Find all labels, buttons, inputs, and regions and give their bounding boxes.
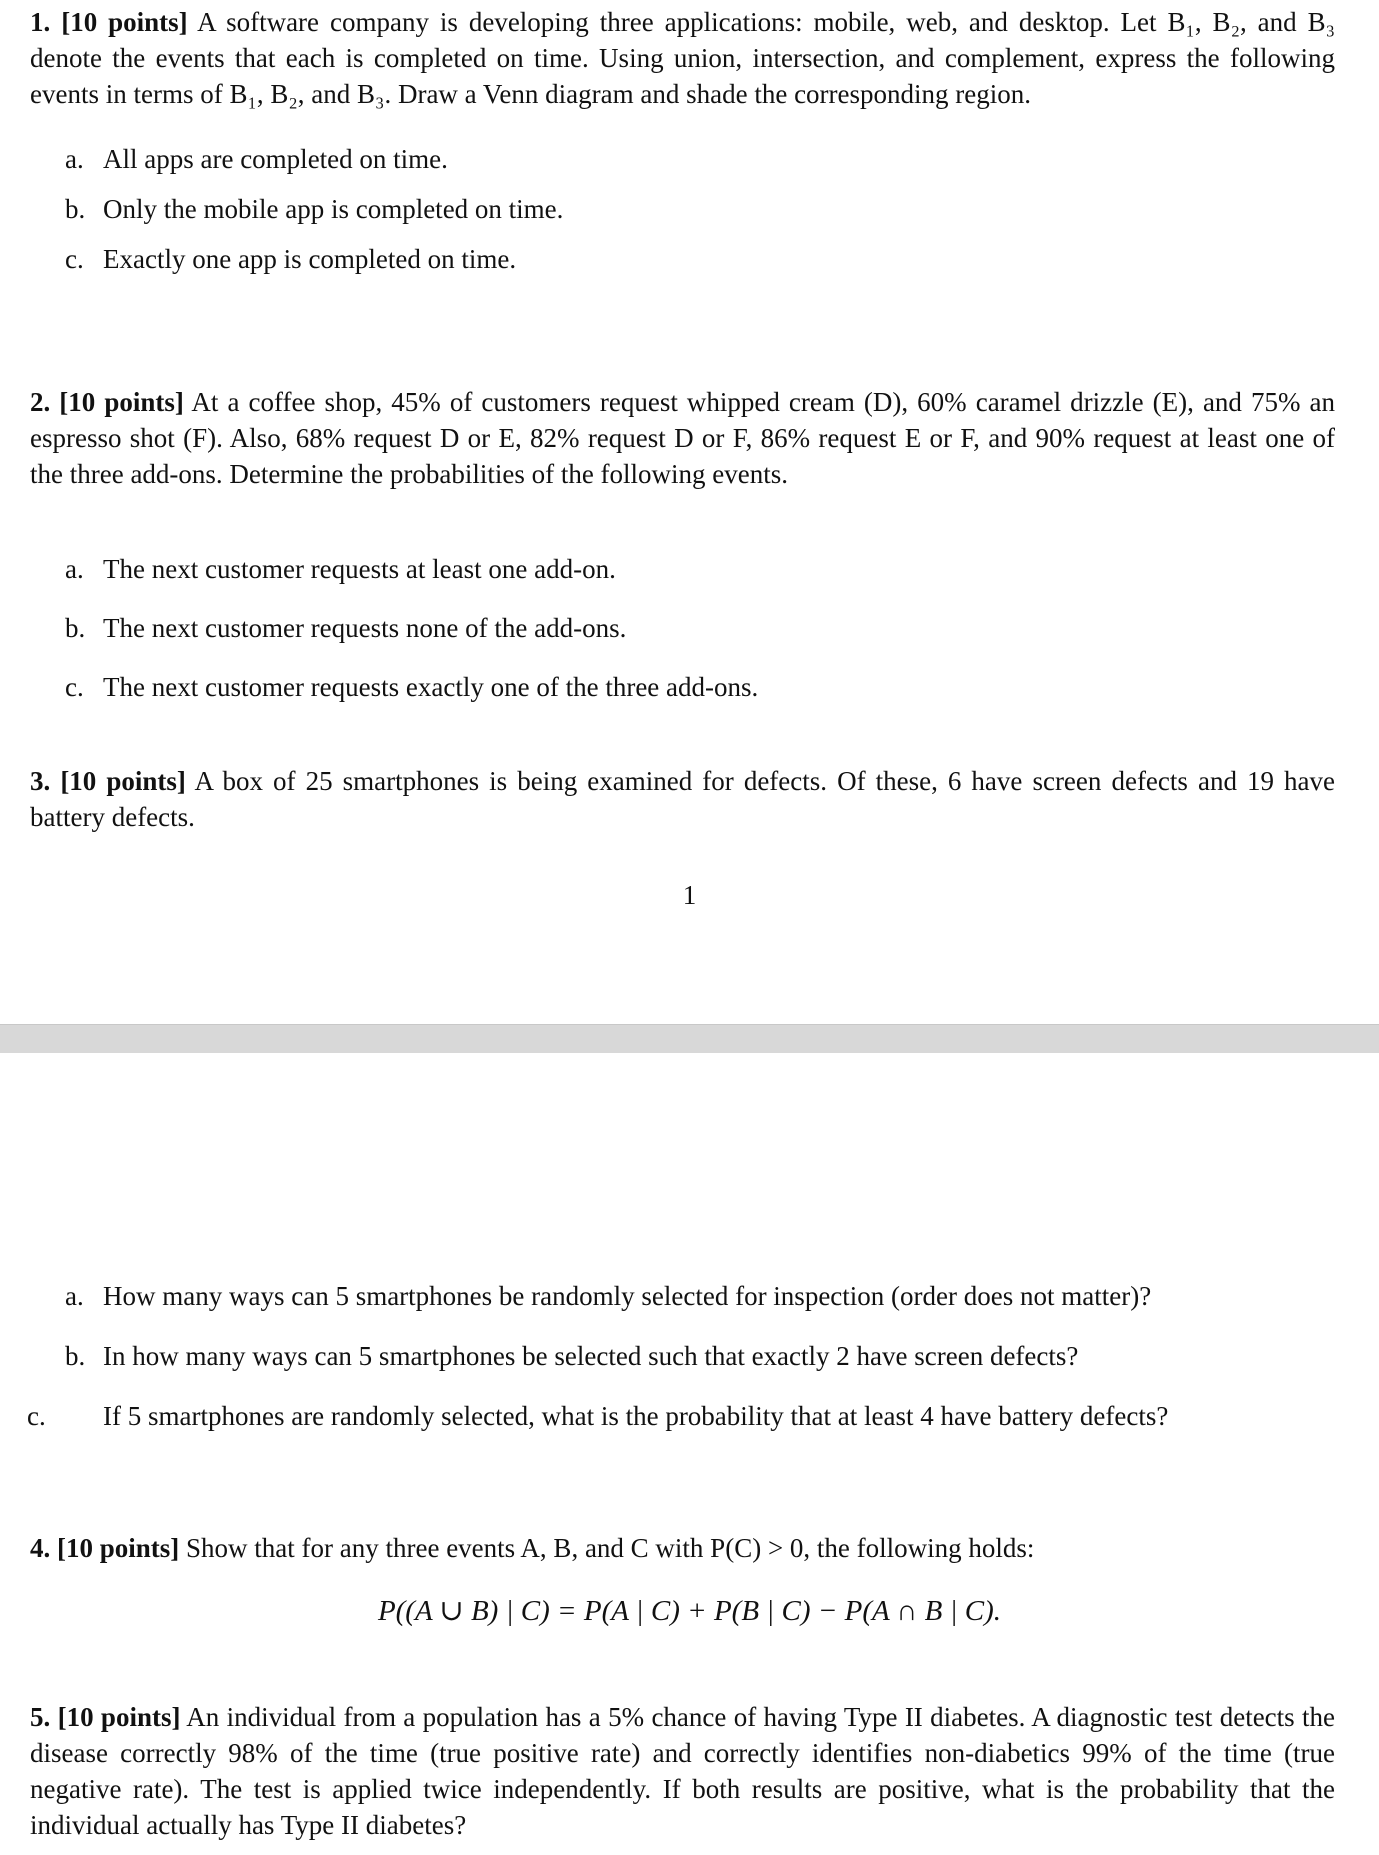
part-label: c. [65,244,84,274]
part-text: The next customer requests none of the add-ons. [103,613,627,643]
part-text: Only the mobile app is completed on time. [103,194,564,224]
question-text: At a coffee shop, 45% of customers request whipped cream (D), 60% caramel drizzle (E), and 75% an espresso shot (F). Also, 68% request D or E, 82% request D or F, 86% request E or F, and 90% request at least one of the three add-ons. Determine the probabilities of the following events. [30,387,1335,489]
part-text: The next customer requests at least one add-on. [103,554,616,584]
part-label: a. [65,1281,84,1311]
question-number: 4. [30,1533,51,1563]
question-2-part-a [65,551,1335,587]
question-3-part-b [65,1338,1335,1374]
question-3-part-c [27,1398,1373,1434]
question-3 [30,763,1335,835]
conditional-union-formula: P((A ∪ B) | C) = P(A | C) + P(B | C) − P(A ∩ B | C). [377,1595,1002,1627]
question-2-part-b [65,610,1335,646]
question-points: [10 points] [60,766,186,796]
question-1-part-b [65,191,1335,227]
part-label: b. [65,613,86,643]
part-label: b. [65,194,86,224]
part-text: All apps are completed on time. [103,144,448,174]
part-label: a. [65,144,84,174]
page-2 [0,1053,1379,1855]
question-text: An individual from a population has a 5% chance of having Type II diabetes. A diagnostic test detects the disease correctly 98% of the time (true positive rate) and correctly identifies non-diabetics 99% of the time (true negative rate). The test is applied twice independently. If both results are positive, what is the probability that the individual actually has Type II diabetes? [30,1702,1335,1840]
question-3-part-a [65,1278,1335,1314]
page-separator [0,1024,1379,1054]
question-points: [10 points] [59,387,184,417]
question-2-part-c [65,669,1335,705]
page-number: 1 [682,880,697,910]
part-label: c. [27,1401,46,1431]
question-1-part-c [65,241,1335,277]
question-number: 2. [30,387,51,417]
part-text: In how many ways can 5 smartphones be selected such that exactly 2 have screen defects? [103,1341,1079,1371]
part-text: The next customer requests exactly one of the three add-ons. [103,672,759,702]
part-label: b. [65,1341,86,1371]
question-5 [30,1699,1335,1843]
question-1 [30,4,1335,112]
question-1-part-a [65,141,1335,177]
part-text: If 5 smartphones are randomly selected, what is the probability that at least 4 have battery defects? [103,1401,1169,1431]
question-number: 5. [30,1702,51,1732]
question-number: 3. [30,766,51,796]
question-points: [10 points] [61,7,188,37]
question-2 [30,384,1335,492]
part-text: How many ways can 5 smartphones be randomly selected for inspection (order does not matter)? [103,1281,1152,1311]
question-text: A box of 25 smartphones is being examined for defects. Of these, 6 have screen defects and 19 have battery defects. [30,766,1336,832]
question-points: [10 points] [57,1533,180,1563]
question-number: 1. [30,7,51,37]
part-label: a. [65,554,84,584]
question-text: A software company is developing three applications: mobile, web, and desktop. Let B₁, B₂, and B₃ denote the events that each is completed on time. Using union, intersection, and complement, express the following events in terms of B₁, B₂, and B₃. Draw a Venn diagram and shade the corresponding region. [30,7,1336,109]
part-label: c. [65,672,84,702]
question-points: [10 points] [57,1702,181,1732]
question-text: Show that for any three events A, B, and C with P(C) > 0, the following holds: [179,1533,1035,1563]
part-text: Exactly one app is completed on time. [103,244,517,274]
question-4 [30,1530,1335,1566]
